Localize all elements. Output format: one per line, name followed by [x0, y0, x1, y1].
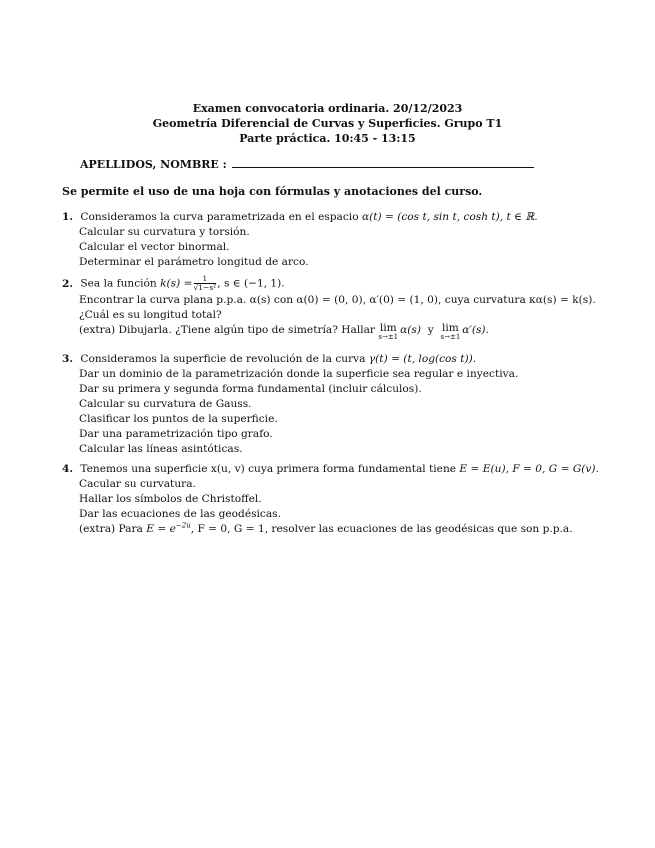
question-4-extra-E: E = e [146, 523, 176, 535]
question-2-intro [62, 275, 632, 293]
question-2-function: k(s) = [160, 277, 193, 290]
limit-1 [378, 323, 398, 341]
question-3-item: Calcular las líneas asintóticas. [79, 443, 243, 455]
question-2-item: ¿Cuál es su longitud total? [79, 309, 222, 321]
question-2-number: 2. [62, 277, 74, 290]
exam-session: Parte práctica. 10:45 - 13:15 [239, 132, 416, 145]
question-4-intro [62, 462, 632, 477]
question-1-item: Calcular su curvatura y torsión. [79, 226, 250, 238]
question-2-item: Encontrar la curva plana p.p.a. α(s) con α(0) = (0, 0), α′(0) = (1, 0), cuya curvatura κα(s) = k(s). [79, 294, 596, 306]
question-1-item: Calcular el vector binormal. [79, 241, 230, 253]
fraction-numerator: 1 [194, 275, 217, 284]
question-2-fraction [194, 275, 217, 292]
question-4-extra [62, 522, 632, 537]
question-4-extra-text: (extra) Para [79, 523, 143, 535]
question-2-domain: , s ∈ (−1, 1). [217, 277, 285, 290]
exam-header [0, 101, 655, 146]
question-1 [62, 210, 632, 270]
question-1-item: Determinar el parámetro longitud de arco. [79, 256, 309, 268]
question-3-item: Calcular su curvatura de Gauss. [79, 398, 252, 410]
limit-2-argument: α′(s). [462, 324, 489, 336]
question-4-formula: E = E(u), F = 0, G = G(v). [459, 463, 599, 475]
notice: Se permite el uso de una hoja con fórmulas y anotaciones del curso. [62, 185, 483, 198]
limit-subscript: s→±1 [440, 333, 461, 341]
name-underline [232, 158, 534, 168]
question-3-item: Clasificar los puntos de la superficie. [79, 413, 278, 425]
question-4-item: Cacular su curvatura. [79, 478, 196, 490]
question-4-text: Tenemos una superficie x(u, v) cuya primera forma fundamental tiene [80, 463, 457, 475]
question-4-extra-exponent: −2u [175, 521, 191, 530]
fraction-denominator: √1−s² [193, 283, 217, 292]
limit-1-argument: α(s) [400, 324, 421, 336]
question-4-item: Hallar los símbolos de Christoffel. [79, 493, 262, 505]
limit-word: lim [441, 322, 459, 334]
course-title: Geometría Diferencial de Curvas y Superficies. Grupo T1 [152, 117, 503, 130]
conjunction: y [427, 324, 434, 336]
question-1-formula: α(t) = (cos t, sin t, cosh t), t ∈ ℝ. [361, 211, 538, 223]
question-2-extra-text: (extra) Dibujarla. ¿Tiene algún tipo de simetría? Hallar [79, 324, 375, 336]
limit-2 [441, 323, 461, 341]
limit-word: lim [379, 322, 397, 334]
question-3-item: Dar un dominio de la parametrización donde la superficie sea regular e inyectiva. [79, 368, 519, 380]
limit-subscript: s→±1 [378, 333, 399, 341]
question-1-number: 1. [62, 211, 74, 223]
question-3-item: Dar una parametrización tipo grafo. [79, 428, 273, 440]
question-3-number: 3. [62, 353, 74, 365]
question-1-text: Consideramos la curva parametrizada en el espacio [80, 211, 359, 223]
question-2 [62, 275, 632, 343]
question-2-extra [62, 323, 632, 343]
question-2-text: Sea la función [80, 277, 157, 290]
name-row [80, 157, 534, 172]
question-3-formula: γ(t) = (t, log(cos t)). [368, 353, 477, 365]
question-3-text: Consideramos la superficie de revolución de la curva [80, 353, 366, 365]
question-4-number: 4. [62, 463, 74, 475]
exam-title: Examen convocatoria ordinaria. 20/12/2023 [192, 102, 463, 115]
question-3 [62, 352, 632, 457]
question-4-extra-rest: , F = 0, G = 1, resolver las ecuaciones de las geodésicas que son p.p.a. [190, 523, 573, 535]
question-4 [62, 462, 632, 537]
question-1-intro [62, 210, 632, 225]
question-3-intro [62, 352, 632, 367]
question-4-item: Dar las ecuaciones de las geodésicas. [79, 508, 281, 520]
name-label: APELLIDOS, NOMBRE : [80, 158, 227, 171]
question-3-item: Dar su primera y segunda forma fundamental (incluir cálculos). [79, 383, 422, 395]
